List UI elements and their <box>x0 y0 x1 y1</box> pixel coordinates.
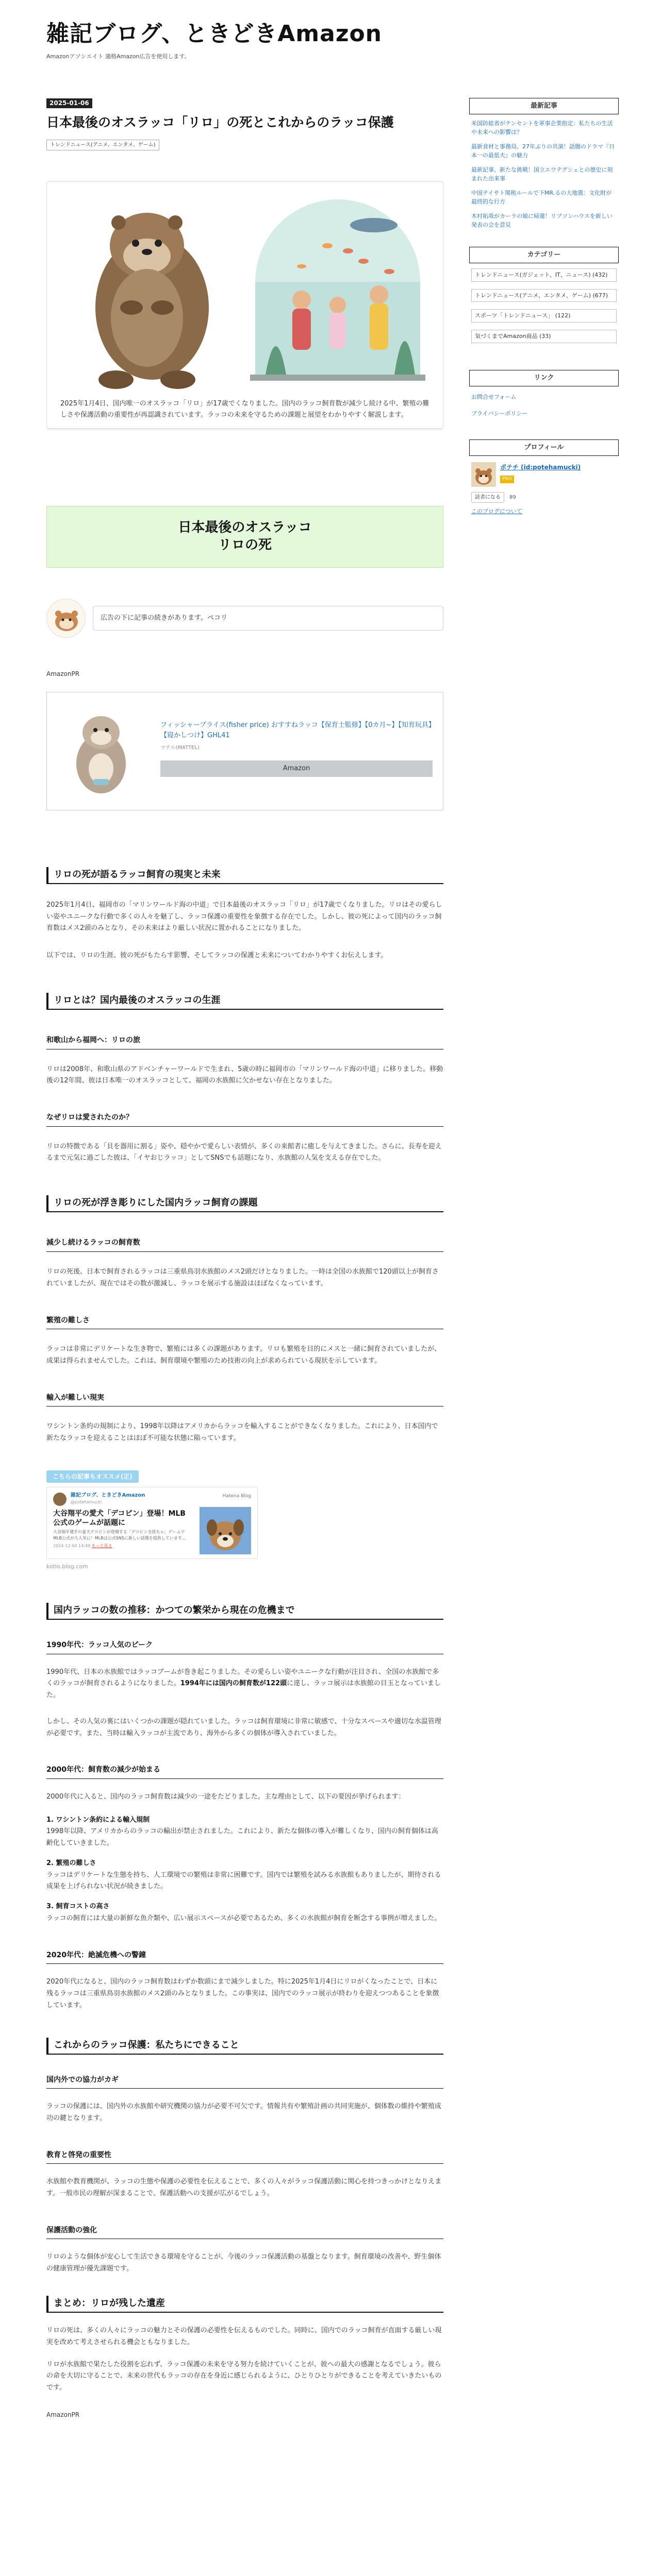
categories-title: カテゴリー <box>469 247 619 263</box>
category-link[interactable]: 気づくまでAmazon商品 (33) <box>471 330 617 343</box>
subsection-heading: 2000年代：飼育数の減少が始まる <box>46 1765 443 1779</box>
subsection-heading: 保護活動の強化 <box>46 2226 443 2240</box>
pro-badge: PRO <box>500 476 514 483</box>
embed-service: Hatena Blog <box>222 1494 251 1499</box>
product-maker: マテル(MATTEL) <box>160 745 200 751</box>
embed-user: @potehamucki <box>71 1500 102 1505</box>
links-title: リンク <box>469 370 619 386</box>
paragraph: 1990年代、日本の水族館ではラッコブームが巻き起こりました。その愛らしい姿やユニークな行動が注目され、全国の水族館で多くのラッコが飼育されるようになりました。1994年には国内の飼育数が122頭に達し、ラッコ展示は水族館の目玉となっていました。 <box>46 1668 441 1700</box>
dog-thumbnail[interactable] <box>200 1507 251 1554</box>
categories-module <box>469 247 619 352</box>
callout-box <box>46 506 443 568</box>
callout-line-2: リロの死 <box>218 537 272 553</box>
paragraph: リロの特徴である「貝を器用に割る」姿や、穏やかで愛らしい表情が、多くの来館者に癒しを与えてきました。さらに、長寿を迎えるまで元気に過ごした彼は、「イヤおじラッコ」としてSNSでも話題になり、水族館の人気を支える存在でした。 <box>46 1142 442 1162</box>
subsection-heading: 繁殖の難しさ <box>46 1316 443 1330</box>
recent-posts-title: 最新記事 <box>469 98 619 114</box>
paragraph: 2025年1月4日、福岡市の「マリンワールド海の中道」で日本最後のオスラッコ「リロ」が17歳でくなりました。リロはその愛らしい姿やユニークな行動で多くの人々を魅了し、ラッコ保護の重要性を象徴する存在でした。しかし、彼の死によって国内のラッコ飼育数はメス2頭のみとなり、その未来はより厳しい状況に置かれることになりました。 <box>46 901 442 933</box>
category-link[interactable]: トレンドニュース(ガジェット、IT、ニュース) (432) <box>471 268 617 282</box>
paragraph: 2020年代になると、国内のラッコ飼育数はわずか数頭にまで減少しました。特に2025年1月4日にリロがくなったことで、日本に残るラッコは三重県鳥羽水族館のメス2頭のみとなりました。この事実は、国内でのラッコ展示が終わりを迎えつつあることを象徴しています。 <box>46 1978 439 2009</box>
embed-description: 大谷翔平選手の愛犬デコピンが登場する「デコピン全員ちゃ」ゲームでMLB公式が大人気に！MLBは公式SNSに新しい話題を提供しています… <box>53 1530 186 1540</box>
paragraph: しかし、その人気の裏にはいくつかの課題が隠れていました。ラッコは飼育環境に非常に敏感で、十分なスペースや適切な水温管理が必要です。また、当時は輸入ラッコが主流であり、海外から多くの個体が導入されていました。 <box>46 1717 441 1737</box>
category-link[interactable]: スポーツ「トレンドニュース」 (122) <box>471 309 617 323</box>
site-title[interactable]: 雑記ブログ、ときどきAmazon <box>46 21 382 47</box>
embed-source-link[interactable]: kotio.blog.com <box>46 1563 88 1570</box>
speech-avatar <box>46 599 86 638</box>
contact-form-link[interactable]: お問合せフォーム <box>471 393 517 400</box>
paragraph: ラッコは非常にデリケートな生き物で、繁殖には多くの課題があります。リロも繁殖を目的にメスと一緒に飼育されていましたが、成果は得られませんでした。これは、飼育環境や繁殖のため技術の向上が求められている現状を示しています。 <box>46 1345 441 1365</box>
subsection-heading: 教育と啓発の重要性 <box>46 2150 443 2164</box>
recent-post-link[interactable]: 最新食材と事務局、27年ぶりの共演！話題のドラマ『日本一の最低夫』の魅力 <box>471 143 615 159</box>
recent-post-link[interactable]: 最新記事、新たな挑戦！国立エウテグシェとの歴史に刻まれた出来事 <box>471 166 613 182</box>
recent-post-link[interactable]: 米国防総省がテンセントを軍事企業指定：私たちの生活や未来への影響は？ <box>471 120 613 135</box>
sidebar <box>469 98 619 523</box>
subsection-heading: 輸入が難しい現実 <box>46 1393 443 1407</box>
post-title[interactable]: 日本最後のオスラッコ「リロ」の死とこれからのラッコ保護 <box>46 115 394 130</box>
profile-module <box>469 439 619 523</box>
post-categories <box>46 140 443 150</box>
paragraph: 以下では、リロの生涯、彼の死がもたらす影響、そしてラッコの保護と未来についてわかりやすくお伝えします。 <box>46 952 388 960</box>
embed-title[interactable]: 大谷翔平の愛犬「デコピン」登場！MLB公式のゲームが話題に <box>53 1510 186 1528</box>
main-column <box>46 98 443 2576</box>
paragraph: リロの死後、日本で飼育されるラッコは三重県鳥羽水族館のメス2頭だけとなりました。一時は全国の水族館で120頭以上が飼育されていましたが、現在ではその数が激減し、ラッコを展示する施設はほぼなくなっています。 <box>46 1268 439 1287</box>
profile-name-link[interactable]: ポテチ (id:potehamucki) <box>500 464 581 471</box>
product-image[interactable] <box>57 702 145 800</box>
paragraph: リロのような個体が安心して生活できる環境を守ることが、今後のラッコ保護活動の基盤となります。飼育環境の改善や、野生個体の健康管理が優先課題です。 <box>46 2253 441 2273</box>
category-link[interactable]: トレンドニュース(アニメ、エンタメ、ゲーム) (677) <box>471 289 617 302</box>
pr-label-bottom: AmazonPR <box>46 2411 80 2418</box>
category-chip[interactable]: トレンドニュース(アニメ、エンタメ、ゲーム) <box>46 140 159 150</box>
speech-bubble <box>46 599 443 638</box>
recent-post-link[interactable]: 中国テイサト関税ルールで下MR.るの大地震：文化財が最終的な行方 <box>471 190 612 205</box>
subsection-heading: 国内外での協力がカギ <box>46 2075 443 2089</box>
post-date: 2025-01-06 <box>46 98 92 108</box>
amazon-product-card <box>46 692 443 810</box>
subscribe-button[interactable]: 読者になる <box>471 492 504 503</box>
about-blog-link[interactable]: このブログについて <box>471 508 522 515</box>
recent-posts-module <box>469 98 619 229</box>
product-name-link[interactable]: フィッシャープライス(fisher price) おすすねラッコ【保育士監修】【0カ月~】【知育玩具】【寝かしつけ】GHL41 <box>160 721 432 740</box>
hamster-icon <box>47 599 86 638</box>
profile-title: プロフィール <box>469 439 619 456</box>
section-heading: まとめ：リロが残した遺産 <box>46 2296 443 2313</box>
hero-illustration <box>55 189 435 395</box>
section-heading: リロとは？国内最後のオスラッコの生涯 <box>46 993 443 1010</box>
privacy-policy-link[interactable]: プライバシーポリシー <box>471 410 528 417</box>
recent-post-link[interactable]: 木村拓哉がカーラの娘に帰還！リブソンハウスを新しい発表の会を意見 <box>471 213 613 228</box>
hero-card <box>46 181 443 429</box>
paragraph: ワシントン条約の規制により、1998年以降はアメリカからラッコを輸入することができなくなりました。これにより、日本国内で新たなラッコを迎えることはほぼ不可能な状態に陥っています。 <box>46 1422 438 1442</box>
list-item-text: ラッコはデリケートな生態を持ち、人工環境での繁殖は非常に困難です。国内では繁殖を試みる水族館もありましたが、期待される成果を上げられない状況が続きました。 <box>46 1871 441 1891</box>
list-item-title: 3. 飼育コストの高さ <box>46 1903 110 1911</box>
hero-caption: 2025年1月4日、国内唯一のオスラッコ「リロ」が17歳でくなりました。国内のラッコ飼育数が減少し続ける中、繁殖の難しさや保護活動の重要性が再認識されています。ラッコの未来を守るための課題と展望をわかりやすく解説します。 <box>60 400 429 419</box>
list-item-text: ラッコの飼育には大量の新鮮な魚介類や、広い展示スペースが必要であるため、多くの水族館が飼育を断念する事例が増えました。 <box>46 1914 441 1922</box>
related-label: こちらの記事もオススメ(正) <box>46 1470 139 1483</box>
embed-date: 2024-12-04 14:49 <box>53 1543 91 1548</box>
paragraph: 2000年代に入ると、国内のラッコ飼育数は減少の一途をたどりました。主な理由として、以下の要因が挙げられます： <box>46 1792 405 1801</box>
reader-count: 89 <box>509 495 516 501</box>
paragraph: ラッコの保護には、国内外の水族館や研究機関の協力が必要不可欠です。情報共有や繁殖計画の共同実施が、個体数の維持や繁殖成功の鍵となります。 <box>46 2103 441 2123</box>
list-item-title: 2. 繁殖の難しさ <box>46 1859 96 1867</box>
list-item-title: 1. ワシントン条約による輸入規制 <box>46 1816 150 1824</box>
callout-line-1: 日本最後のオスラッコ <box>178 520 312 536</box>
embed-more-link[interactable]: もっと見る <box>91 1543 112 1548</box>
section-heading: リロの死が浮き彫りにした国内ラッコ飼育の課題 <box>46 1195 443 1212</box>
links-module <box>469 370 619 419</box>
reason-list <box>46 1815 443 1925</box>
related-article <box>46 1470 443 1572</box>
subsection-heading: 減少し続けるラッコの飼育数 <box>46 1238 443 1252</box>
speech-text: 広告の下に記事の続きがあります。ペコリ <box>93 606 443 631</box>
paragraph: 水族館や教育機関が、ラッコの生態や保護の必要性を伝えることで、多くの人々がラッコ保護活動に関心を持つきっかけとなりえます。一般市民の理解が深まることで、保護活動への支援が広がるでしょう。 <box>46 2178 442 2198</box>
section-heading: これからのラッコ保護：私たちにできること <box>46 2038 443 2055</box>
site-description: Amazonアソシエイト 適格Amazon広告を使用します。 <box>46 53 190 60</box>
profile-avatar[interactable] <box>471 462 496 487</box>
subsection-heading: なぜリロは愛されたのか？ <box>46 1113 443 1127</box>
list-item-text: 1998年以降、アメリカからのラッコの輸出が禁止されました。これにより、新たな個体の導入が難しくなり、国内の飼育個体は高齢化していきました。 <box>46 1827 438 1848</box>
subsection-heading: 2020年代：絶滅危機への警鐘 <box>46 1951 443 1964</box>
site-header <box>46 21 510 61</box>
subsection-heading: 和歌山から福岡へ：リロの旅 <box>46 1036 443 1049</box>
embed-blog-name[interactable]: 雑記ブログ、ときどきAmazon <box>71 1493 145 1499</box>
subsection-heading: 1990年代：ラッコ人気のピーク <box>46 1640 443 1654</box>
amazon-button[interactable]: Amazon <box>160 760 433 777</box>
pr-label: AmazonPR <box>46 670 80 678</box>
paragraph: リロは2008年、和歌山県のアドベンチャーワールドで生まれ、5歳の時に福岡市の「マリンワールド海の中道」に移りました。移動後の12年間、彼は日本唯一のオスラッコとして、福岡の水族館に欠かせない存在となりました。 <box>46 1065 443 1085</box>
embed-card[interactable] <box>46 1487 258 1559</box>
section-heading: リロの死が語るラッコ飼育の現実と未来 <box>46 867 443 884</box>
paragraph: リロの死は、多くの人々にラッコの魅力とその保護の必要性を伝えるものでした。同時に、国内でのラッコ飼育が直面する厳しい現実を改めて考えさせられる機会ともなりました。 <box>46 2327 442 2346</box>
section-heading: 国内ラッコの数の推移：かつての繁栄から現在の危機まで <box>46 1603 443 1620</box>
blog-avatar <box>53 1493 67 1506</box>
paragraph: リロが水族館で果たした役割を忘れず、ラッコ保護の未来を守る努力を続けていくことが、彼への最大の感謝となるでしょう。彼らの命を大切に守ることで、未来の世代もラッコの存在を身近に感じられるように、ひとりひとりができることを考えていきたいものです。 <box>46 2360 442 2392</box>
